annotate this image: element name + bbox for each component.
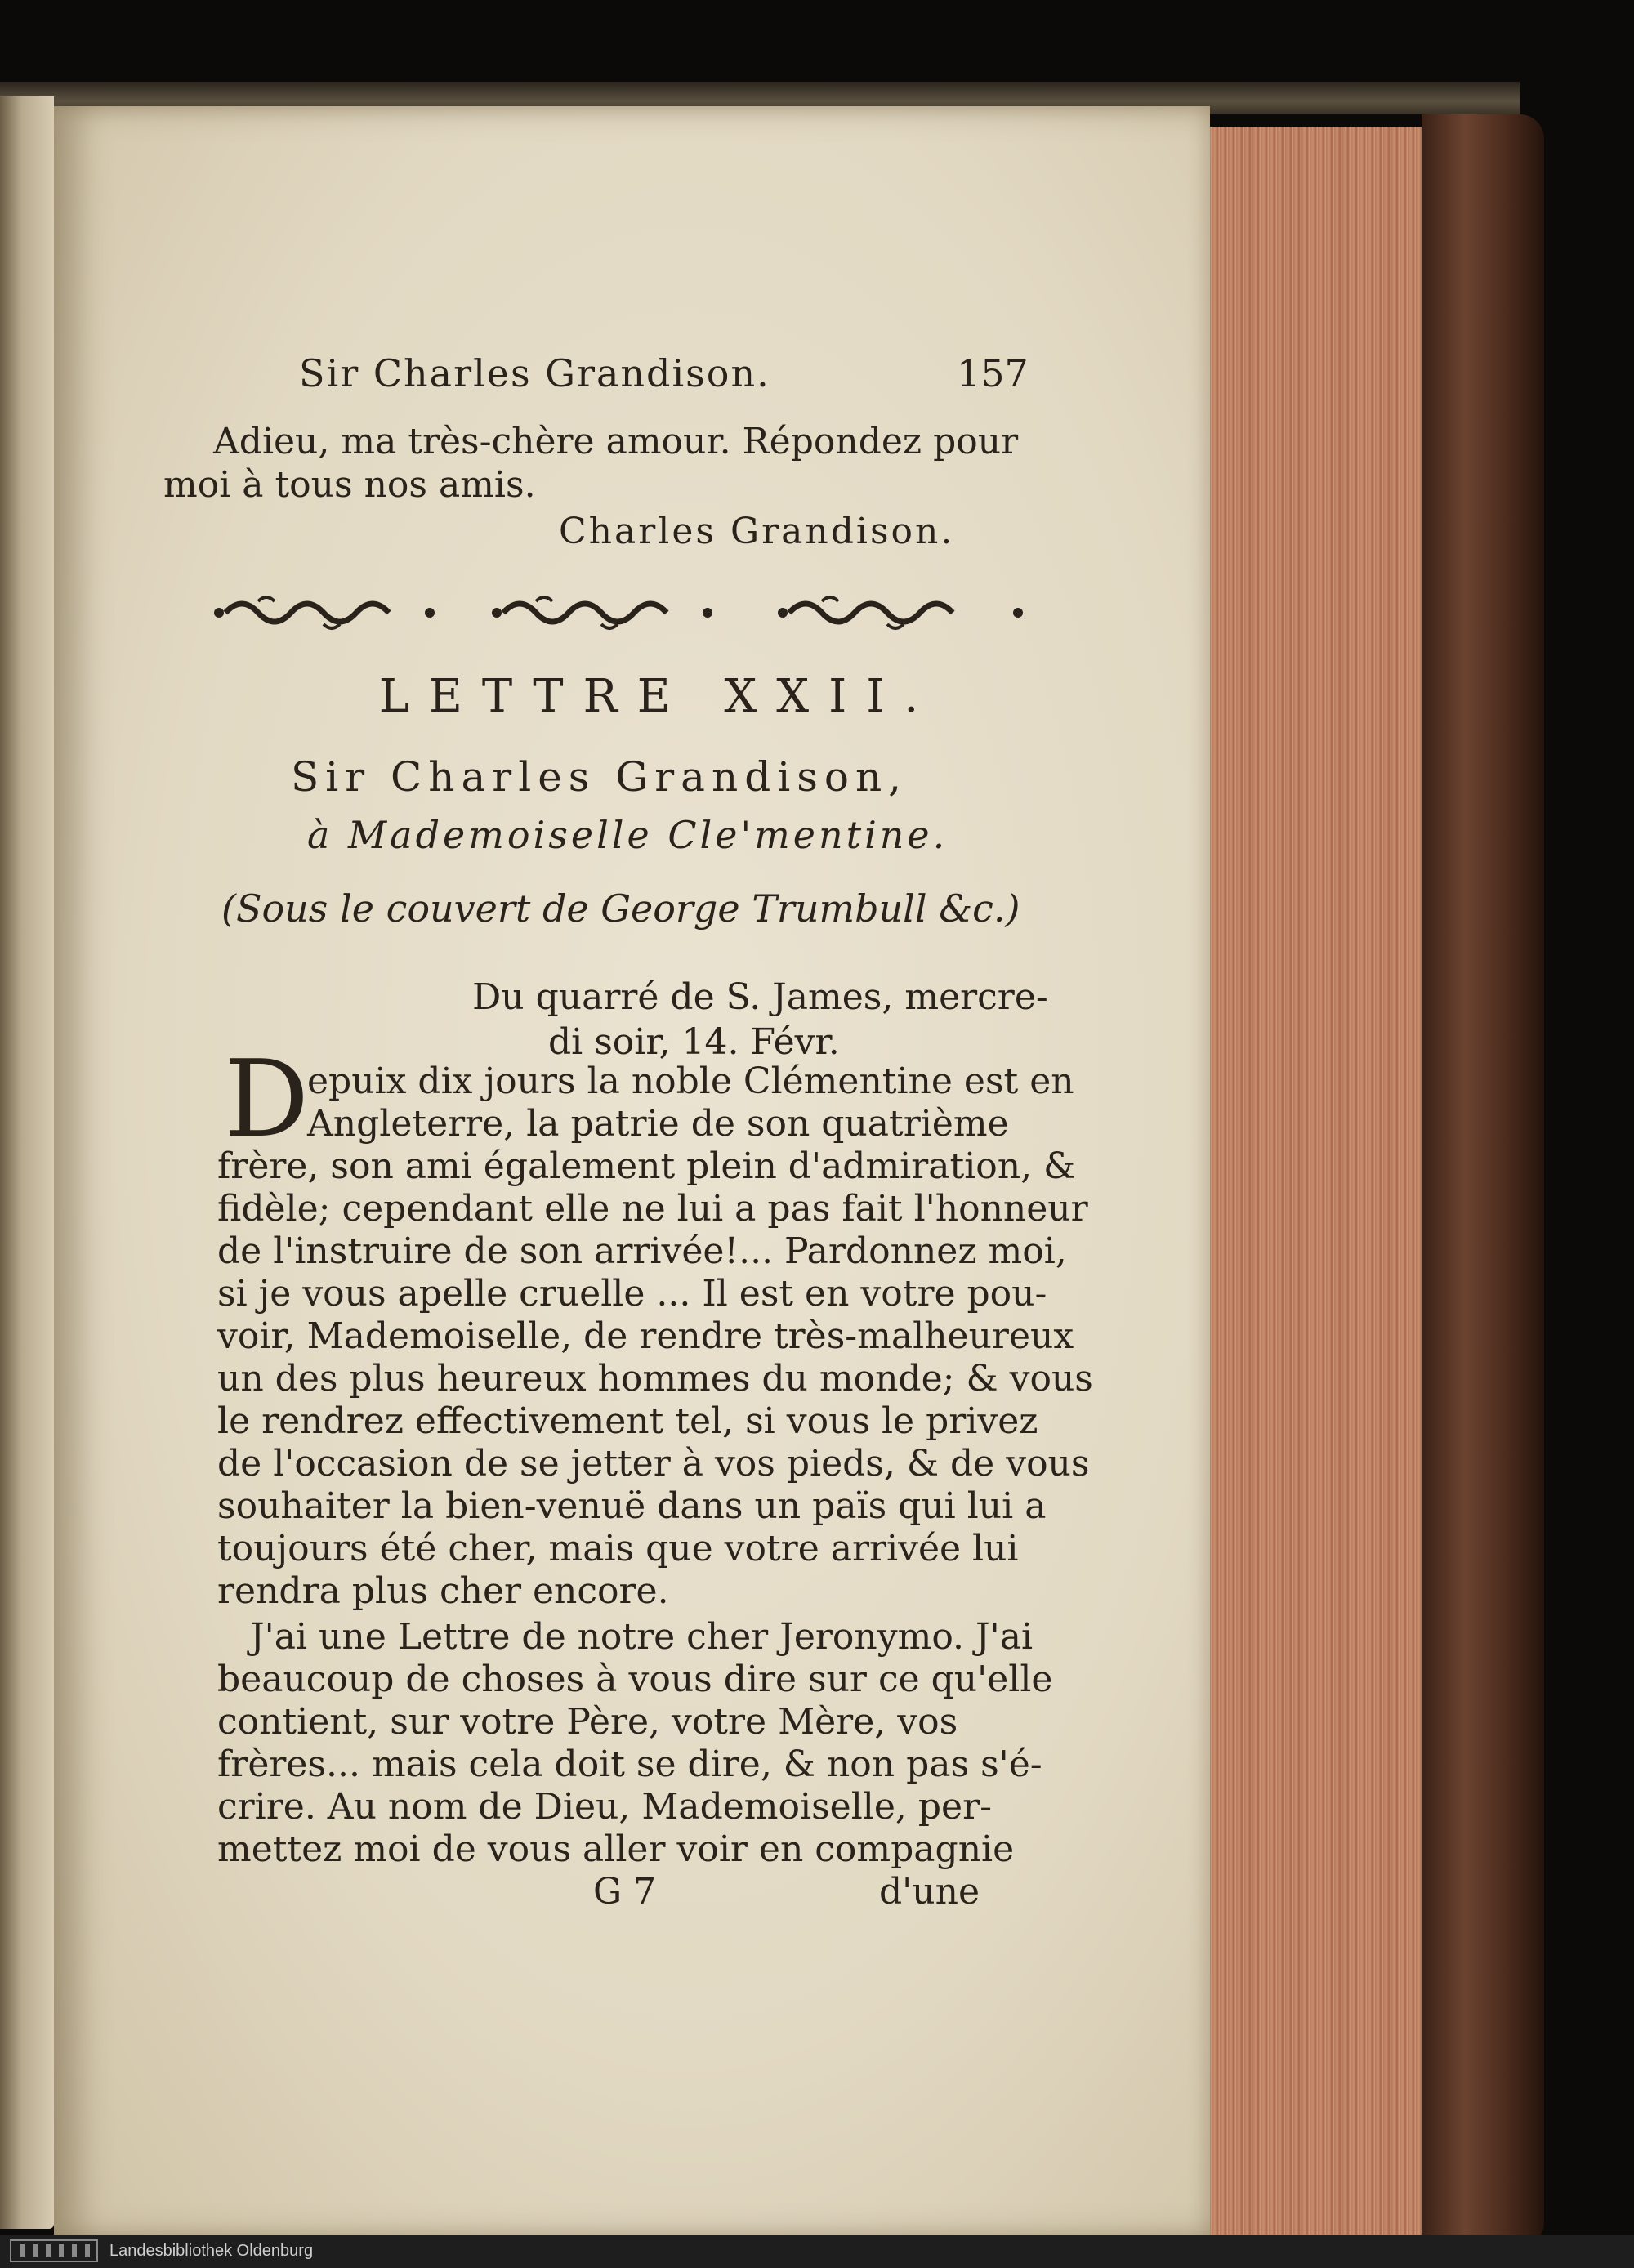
library-name: Landesbibliothek Oldenburg [109, 2242, 314, 2260]
text-line: voir, Mademoiselle, de rendre très-malheureux [217, 1315, 1074, 1357]
text-line: frère, son ami également plein d'admiration, & [217, 1145, 1076, 1187]
text-line: beaucoup de choses à vous dire sur ce qu'elle [217, 1659, 1053, 1700]
text-line: de l'occasion de se jetter à vos pieds, & de vous [217, 1443, 1090, 1484]
closing-line: moi à tous nos amis. [163, 464, 536, 506]
text-line: de l'instruire de son arrivée!... Pardonnez moi, [217, 1230, 1067, 1272]
text-line: epuix dix jours la noble Clémentine est en [307, 1060, 1074, 1102]
book-cover [1422, 114, 1544, 2247]
text-line: si je vous apelle cruelle ... Il est en votre pou- [217, 1273, 1047, 1315]
text-line: contient, sur votre Père, votre Mère, vos [217, 1701, 958, 1743]
text-line: Angleterre, la patrie de son quatrième [307, 1103, 1009, 1145]
signature: Charles Grandison. [559, 511, 955, 552]
addressee-line: à Mademoiselle Cle'mentine. [307, 813, 949, 857]
page-number: 157 [957, 351, 1029, 395]
printer-ornament-icon [209, 588, 1047, 637]
drop-cap: D [224, 1037, 310, 1161]
dateline: di soir, 14. Févr. [548, 1021, 840, 1063]
text-line: souhaiter la bien-venuë dans un païs qui lui a [217, 1485, 1047, 1527]
page-fore-edge [1201, 127, 1424, 2251]
signature-mark: G 7 [593, 1871, 657, 1913]
text-line: J'ai une Lettre de notre cher Jeronymo. J'ai [250, 1616, 1034, 1658]
text-line: crire. Au nom de Dieu, Mademoiselle, per- [217, 1786, 992, 1828]
letter-heading: LETTRE XXII. [378, 670, 939, 723]
text-line: le rendrez effectivement tel, si vous le privez [217, 1400, 1038, 1442]
cover-note: (Sous le couvert de George Trumbull &c.) [221, 886, 1020, 931]
closing-line: Adieu, ma très-chère amour. Répondez pour [213, 421, 1019, 462]
library-building-icon [10, 2239, 98, 2262]
dateline: Du quarré de S. James, mercre- [472, 976, 1048, 1018]
running-head: Sir Charles Grandison. [299, 351, 770, 395]
left-page-edge [0, 96, 54, 2229]
addressee-line: Sir Charles Grandison, [291, 753, 909, 801]
text-line: fidèle; cependant elle ne lui a pas fait l'honneur [217, 1188, 1088, 1230]
book-page [54, 106, 1210, 2239]
text-line: rendra plus cher encore. [217, 1570, 669, 1612]
catchword: d'une [879, 1871, 980, 1913]
text-line: mettez moi de vous aller voir en compagnie [217, 1828, 1015, 1870]
text-line: frères... mais cela doit se dire, & non pas s'é- [217, 1743, 1042, 1785]
text-line: toujours été cher, mais que votre arrivée lui [217, 1528, 1019, 1569]
text-line: un des plus heureux hommes du monde; & vous [217, 1358, 1093, 1400]
footer-bar [0, 2235, 1634, 2268]
